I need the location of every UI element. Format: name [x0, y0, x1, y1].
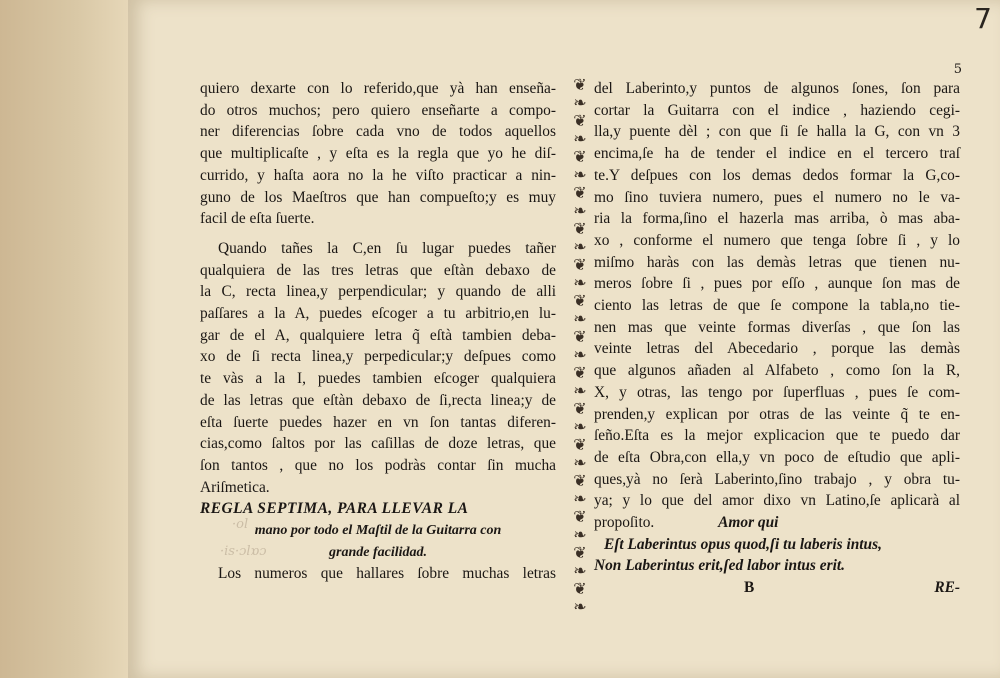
ornamental-column-divider: ❦ ❧ ❦ ❧ ❦ ❧ ❦ ❧ ❦ ❧ ❦ ❧ ❦ ❧ ❦ ❧ ❦ ❧ ❦ ❧ ❦ ❧ ❦ ❧ ❦ ❧ ❦ ❧ ❦ ❧ — [573, 76, 587, 616]
text-line: del Laberinto,y puntos de algunos ſones, ſon para — [594, 80, 960, 97]
section-subheading: mano por todo el Maſtil de la Guitarra con — [254, 523, 502, 539]
bleed-through-text: ·is·ɔlɒɔ — [220, 544, 267, 559]
text-line: nen mas que veinte formas diverſas , que ſon las — [594, 318, 960, 336]
text-line: guno de los Maeſtros que han compueſto;y es muy — [200, 188, 556, 206]
text-line: cortar la Guitarra con el indice , haziendo cegi- — [594, 101, 960, 119]
text-line: xo , conforme el numero que tenga ſobre ſi , y lo — [594, 231, 960, 249]
text-line: ques,yà no ſerà Laberinto,ſino trabajo , y obra tu- — [594, 470, 960, 488]
text-line: que algunos añaden al Alfabeto , como ſon la R, — [594, 362, 960, 380]
text-line: qualquiera de las tres letras que eſtàn debaxo de — [200, 261, 556, 279]
folio-mark: 7 — [974, 2, 992, 35]
text-line: ſeño.Eſta es la mejor explicacion que te puedo dar — [594, 427, 960, 445]
text-line: facil de eſta ſuerte. — [200, 210, 315, 228]
text-line: meros ſobre ſi , pues por eſſo , aunque ſon mas de — [594, 275, 960, 293]
page-number: 5 — [953, 62, 962, 77]
text-line-end: propoſito. — [594, 514, 655, 532]
text-line: Quando tañes la C,en ſu lugar puedes tañer — [218, 239, 556, 257]
page-footer — [594, 577, 960, 601]
text-line: la C, recta linea,y perpendicular; y quando de alli — [200, 283, 556, 301]
text-line: paſſares a la A, puedes eſcoger a tu arbitrio,en lu- — [200, 305, 556, 323]
text-line: ſon tantos , que no los podràs contar ſin mucha — [200, 456, 556, 474]
latin-verse-line: Non Laberintus erit,ſed labor intus erit. — [594, 557, 845, 575]
text-line: veinte letras del Abecedario , porque las demàs — [594, 340, 960, 358]
text-line: te vàs a la I, puedes tambien eſcoger qualquiera — [200, 370, 556, 388]
section-heading: REGLA SEPTIMA, PARA LLEVAR LA — [200, 500, 469, 518]
left-column — [200, 78, 556, 585]
text-line: te.Y deſpues con los demas dedos formar la G,co- — [594, 166, 960, 184]
right-column — [594, 78, 960, 601]
text-line: xo de ſi recta linea,y perpedicular;y deſpues como — [200, 348, 556, 366]
text-line: que multiplicaſte , y eſta es la regla que yo he diſ- — [200, 145, 556, 163]
text-line: cias,como ſaltos por las caſillas de doze letras, que — [200, 435, 556, 453]
text-line: mo ſino tuviera numero, pues el numero no le va- — [594, 188, 960, 206]
text-line: ner diferencias ſobre cada vno de todos aquellos — [200, 123, 556, 141]
latin-verse-line: Eſt Laberintus opus quod,ſi tu laberis intus, — [604, 535, 882, 553]
text-line: de eſta Obra,con ella,y vn poco de eſtudio que apli- — [594, 448, 960, 466]
text-line: X, y otras, las tengo por ſuperfluas , pues ſe com- — [594, 383, 960, 401]
text-line: encima,ſe ha de tender el indice en el tercero traſ — [594, 145, 960, 163]
text-line: Los numeros que hallares ſobre muchas letras — [218, 565, 556, 583]
text-line: quiero dexarte con lo referido,que yà han enseña- — [200, 80, 556, 97]
signature-mark: B — [744, 579, 755, 597]
text-line: Ariſmetica. — [200, 478, 270, 496]
text-line: miſmo haràs con las demàs letras que tienen nu- — [594, 253, 960, 271]
text-line: ya; y lo que del amor dixo vn Latino,ſe aplicarà al — [594, 492, 960, 510]
text-line: do otros muchos; pero quiero enseñarte a compo- — [200, 101, 556, 119]
text-line: ciento las letras de que ſe compone la tabla,no tie- — [594, 297, 960, 315]
text-line: ria la forma,ſino el hazerla mas arriba, ò mas aba- — [594, 210, 960, 228]
catchword: RE- — [934, 579, 960, 597]
text-line: lla,y puente dèl ; con que ſi ſe halla la G, con vn 3 — [594, 123, 960, 141]
text-line — [594, 512, 960, 534]
section-subheading: grande facilidad. — [329, 544, 427, 560]
text-line: currido, y haſta aora no la he viſto practicar a nin- — [200, 166, 556, 184]
text-line: eſta ſuerte puedes hazer en vn ſon tantas diferen- — [200, 413, 556, 431]
text-line: prenden,y explican por otras de las veinte q̃ te en- — [594, 405, 960, 423]
bleed-through-text: ·ol — [232, 517, 249, 532]
facing-page-margin — [0, 0, 128, 678]
text-line: gar de el A, qualquiere letra q̃ eſtà tambien deba- — [200, 326, 556, 344]
verse-label: Amor qui — [718, 514, 779, 532]
text-line: de las letras que eſtàn debaxo de ſi,recta linea;y de — [200, 391, 556, 409]
